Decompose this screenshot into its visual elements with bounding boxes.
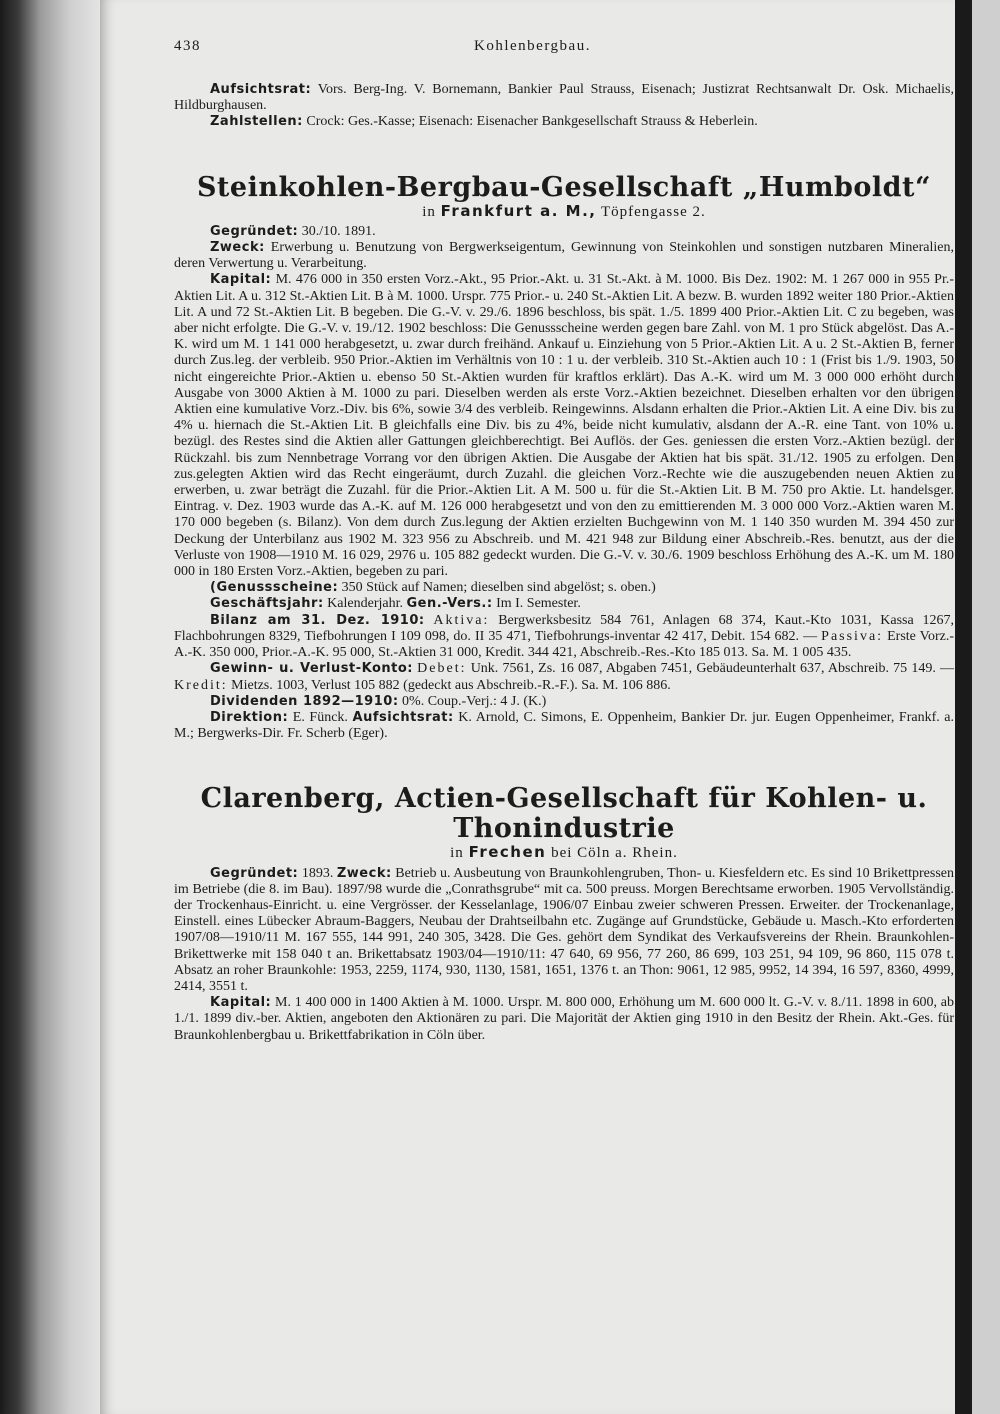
humboldt-dividenden [174,694,954,710]
humboldt-title: Steinkohlen-Bergbau-Gesellschaft „Humboldt“ [196,171,932,203]
text-kredit: Mietzs. 1003, Verlust 105 882 (gedeckt aus Abschreib.-R.-F.). Sa. M. 106 886. [231,677,671,693]
text-zweck: Erwerbung u. Benutzung von Bergwerkseigentum, Gewinnung von Steinkohlen und sonstigen nutzbaren Mineralien, deren Verwertung u. Verarbeitung. [174,240,954,272]
book-binding-left [0,0,100,1414]
label-dividenden: Dividenden 1892—1910: [210,693,399,709]
location-rest: bei Cöln a. Rhein. [551,845,678,862]
word-aktiva: Aktiva: [433,612,490,628]
text-genussscheine: 350 Stück auf Namen; dieselben sind abgelöst; s. oben.) [341,580,656,596]
clarenberg-title: Clarenberg, Actien-Gesellschaft für Kohlen- u. Thonindustrie [200,783,928,845]
page-number: 438 [174,38,201,54]
label-kapital: Kapital: [210,272,272,288]
label-zweck: Zweck: [336,865,392,881]
humboldt-bilanz [174,613,954,662]
humboldt-zweck [174,240,954,272]
humboldt-direktion [174,710,954,742]
text-gen-vers: Im I. Semester. [496,596,581,612]
label-gegruendet: Gegründet: [210,223,299,239]
prev-aufsichtsrat [174,82,954,114]
text-debet: Unk. 7561, Zs. 16 087, Abgaben 7451, Gebäudeunterhalt 637, Abschreib. 75 149. — [470,661,955,677]
label-gen-vers: Gen.-Vers.: [406,596,493,612]
word-passiva: Passiva: [821,628,884,644]
humboldt-gegruendet [174,224,954,240]
text-aktiva: Bergwerksbesitz 584 761, Anlagen 68 374, Kaut.-Kto 1031, Kassa 1267, Flachbohrungen 8329, Tiefbohrungen I 109 098, do. II 35 471, Tiefbohrungs-inventar 42 417, Debit. 154 682. — [174,612,955,644]
word-debet: Debet: [417,661,467,677]
label-bilanz: Bilanz am 31. Dez. 1910: [210,612,425,628]
label-genussscheine: (Genussscheine: [210,580,339,596]
text-direktion: E. Fünck. [292,709,348,725]
label-geschaeftsjahr: Geschäftsjahr: [210,596,324,612]
page-header [174,38,954,82]
book-page [100,0,958,1414]
location-city: Frechen [468,843,547,862]
text-zweck: Betrieb u. Ausbeutung von Braunkohlengruben, Thon- u. Kiesfeldern etc. Es sind 10 Brikettpressen im Betriebe (die 8. im Bau). 1897/98 wurde die „Conrathsgrube“ mit ca. 500 preuss. Morgen Berechtsame erworben. 1905 Vervollständig. der Trockenhaus-Einricht. u. eine Vergrösser. der Kesselanlage, 1906/07 Einbau zweier schweren Pressen. Erweiter. der Trockenanlage, Einstell. eines Lübecker Abraum-Baggers, Neubau der Drahtseilbahn etc. Zugänge auf Grundstücke, Gebäude u. Masch.-Kto erforderten 1907/08—1910/11 M. 167 555, 144 991, 240 305, 3428. Die Ges. gehört dem Syndikat des Verkaufsvereins der Rhein. Braunkohlen-Brikettwerke mit 158 040 t an. Brikettabsatz 1903/04—1910/11: 47 640, 69 956, 77 260, 86 699, 103 251, 94 109, 96 860, 115 078 t. Absatz an roher Braunkohle: 1953, 2259, 1174, 930, 1130, 1581, 1651, 1376 t. an Thon: 9061, 12 985, 9952, 14 394, 16 597, 8360, 4999, 2414, 3551 t. [174,865,955,994]
text-kapital: M. 1 400 000 in 1400 Aktien à M. 1000. Urspr. M. 800 000, Erhöhung um M. 600 000 lt. G.-V. v. 8./11. 1898 in 600, ab 1./1. 1899 div.-ber. Aktien, angeboten den Aktionären zu pari. Die Majorität der Aktien ging 1910 in den Besitz der Rhein. Akt.-Ges. für Braunkohlenbergbau u. Brikettfabrikation in Cöln über. [174,995,954,1043]
clarenberg-kapital [174,995,954,1044]
label-aufsichtsrat-humboldt: Aufsichtsrat: [352,709,454,725]
text-aufsichtsrat: Vors. Berg-Ing. V. Bornemann, Bankier Paul Strauss, Eisenach; Justizrat Rechtsanwalt Dr. Osk. Michaelis, Hildburghausen. [174,82,954,114]
text-kapital: M. 476 000 in 350 ersten Vorz.-Akt., 95 Prior.-Akt. u. 31 St.-Akt. à M. 1000. Bis Dez. 1902: M. 1 267 000 in 955 Pr.-Aktien Lit. A u. 312 St.-Aktien Lit. B à M. 1000. Urspr. 775 Prior.- u. 240 St.-Aktien Lit. A bezw. B. wurden 1892 weiter 180 Prior.-Aktien Lit. A und 72 St.-Aktien Lit. B begeben. Die G.-V. v. 29./6. 1896 beschloss, bis spät. 1./5. 1899 400 Prior.-Aktien Lit. C zu begeben, was aber nicht erfolgte. Die G.-V. v. 19./12. 1902 beschloss: Die Genussscheine werden gegen bare Zahl. von M. 1 pro Stück abgelöst. Das A.-K. wird um M. 1 141 000 herabgesetzt, u. zwar durch freihänd. Ankauf u. Einziehung von 5 Prior.-Aktien Lit. A u. 2 St.-Aktien B, ferner durch Zus.leg. der verbleib. 950 Prior.-Aktien im Verhältnis von 10 : 1 u. der verbleib. 310 St.-Aktien auch 10 : 1 (Frist bis 1./9. 1903, 50 nicht eingereichte Prior.-Aktien u. ebenso 50 St.-Aktien wurden für kraftlos erklärt). Das A.-K. wird um M. 3 000 000 erhöht durch Ausgabe von 3000 Aktien à M. 1000 zu pari. Dieselben werden als erste Vorz.-Aktien bezeichnet. Dieselben erhalten vor den übrigen Aktien eine kumulative Vorz.-Div. bis 6%, sowie 3/4 des verbleib. Reingewinns. Alsdann erhalten die Prior.-Aktien Lit. A eine Div. bis zu 4% u. hiernach die St.-Aktien Lit. B gleichfalls eine Div. bis zu 4%, beide nicht kumulativ, alsdann der A.-R. eine Tant. von 10% u. bezügl. des Restes sind die Aktien aller Gattungen gleichberechtigt. Bei Auflös. der Ges. geniessen die ersten Vorz.-Aktien bezügl. der Rückzahl. bis zum Nennbetrage Vorrang vor den übrigen Aktien. Die Ausgabe der Aktien hat bis spät. 31./12. 1905 zu erfolgen. Den zus.gelegten Aktien wird das Recht eingeräumt, durch Zuzahl. die gleichen Vorz.-Rechte wie die auszugebenden neuen Aktien zu erwerben, u. zwar beträgt die Zuzahl. für die Prior.-Aktien Lit. A M. 500 u. für die St.-Aktien Lit. B M. 750 pro Aktie. Lt. handelsger. Eintrag. v. Dez. 1903 wurde das A.-K. auf M. 126 000 herabgesetzt und von den zu emittierenden M. 3 000 000 Vorz.-Aktien waren M. 170 000 begeben (s. Bilanz). Von dem durch Zus.legung der Aktien erzielten Buchgewinn von M. 1 140 350 wurden M. 394 450 zur Deckung der Unterbilanz aus 1902 M. 323 956 zu Abschreib. und M. 421 948 zur Bildung einer Abschreib.-Res. benutzt, aus der die Verluste von 1908—1910 M. 16 029, 2976 u. 105 882 gedeckt wurden. Die G.-V. v. 30./6. 1909 beschloss Erhöhung des A.-K. um M. 180 000 in 180 Ersten Vorz.-Aktien, begeben zu pari. [174,272,954,580]
humboldt-geschaeftsjahr [174,596,954,612]
text-dividenden: 0%. Coup.-Verj.: 4 J. (K.) [402,693,547,709]
text-aufsichtsrat-humboldt: K. Arnold, C. Simons, E. Oppenheim, Bankier Dr. jur. Eugen Oppenheimer, Frankf. a. M.; Bergwerks-Dir. Fr. Scherb (Eger). [174,709,955,742]
page-content [174,38,954,1044]
label-guv: Gewinn- u. Verlust-Konto: [210,661,413,677]
text-gegruendet: 1893. [301,865,334,881]
label-zahlstellen: Zahlstellen: [210,114,303,130]
label-zweck: Zweck: [210,240,265,256]
text-geschaeftsjahr: Kalenderjahr. [327,596,403,612]
label-gegruendet: Gegründet: [210,865,299,881]
text-passiva: Erste Vorz.-A.-K. 350 000, Prior.-A.-K. 95 000, St.-Aktien 31 000, Kredit. 344 421, Abschreib.-Res.-Kto 185 013. Sa. M. 1 005 435. [174,628,955,661]
location-street: Töpfengasse 2. [600,203,706,220]
clarenberg-gegruendet-zweck [174,866,954,996]
humboldt-location [174,203,954,220]
location-prefix: in [450,845,464,862]
running-title: Kohlenbergbau. [474,38,591,54]
humboldt-kapital [174,272,954,580]
label-direktion: Direktion: [210,709,289,725]
location-prefix: in [422,203,436,220]
prev-zahlstellen [174,114,954,130]
location-city: Frankfurt a. M., [440,201,597,220]
label-aufsichtsrat: Aufsichtsrat: [210,82,312,97]
adjacent-page-strip [972,0,1000,1414]
text-zahlstellen: Crock: Ges.-Kasse; Eisenach: Eisenacher Bankgesellschaft Strauss & Heberlein. [306,114,758,130]
text-gegruendet: 30./10. 1891. [301,223,376,239]
label-kapital: Kapital: [210,995,272,1011]
clarenberg-location [174,844,954,861]
humboldt-guv [174,661,954,693]
word-kredit: Kredit: [174,677,228,693]
humboldt-genussscheine [174,580,954,596]
